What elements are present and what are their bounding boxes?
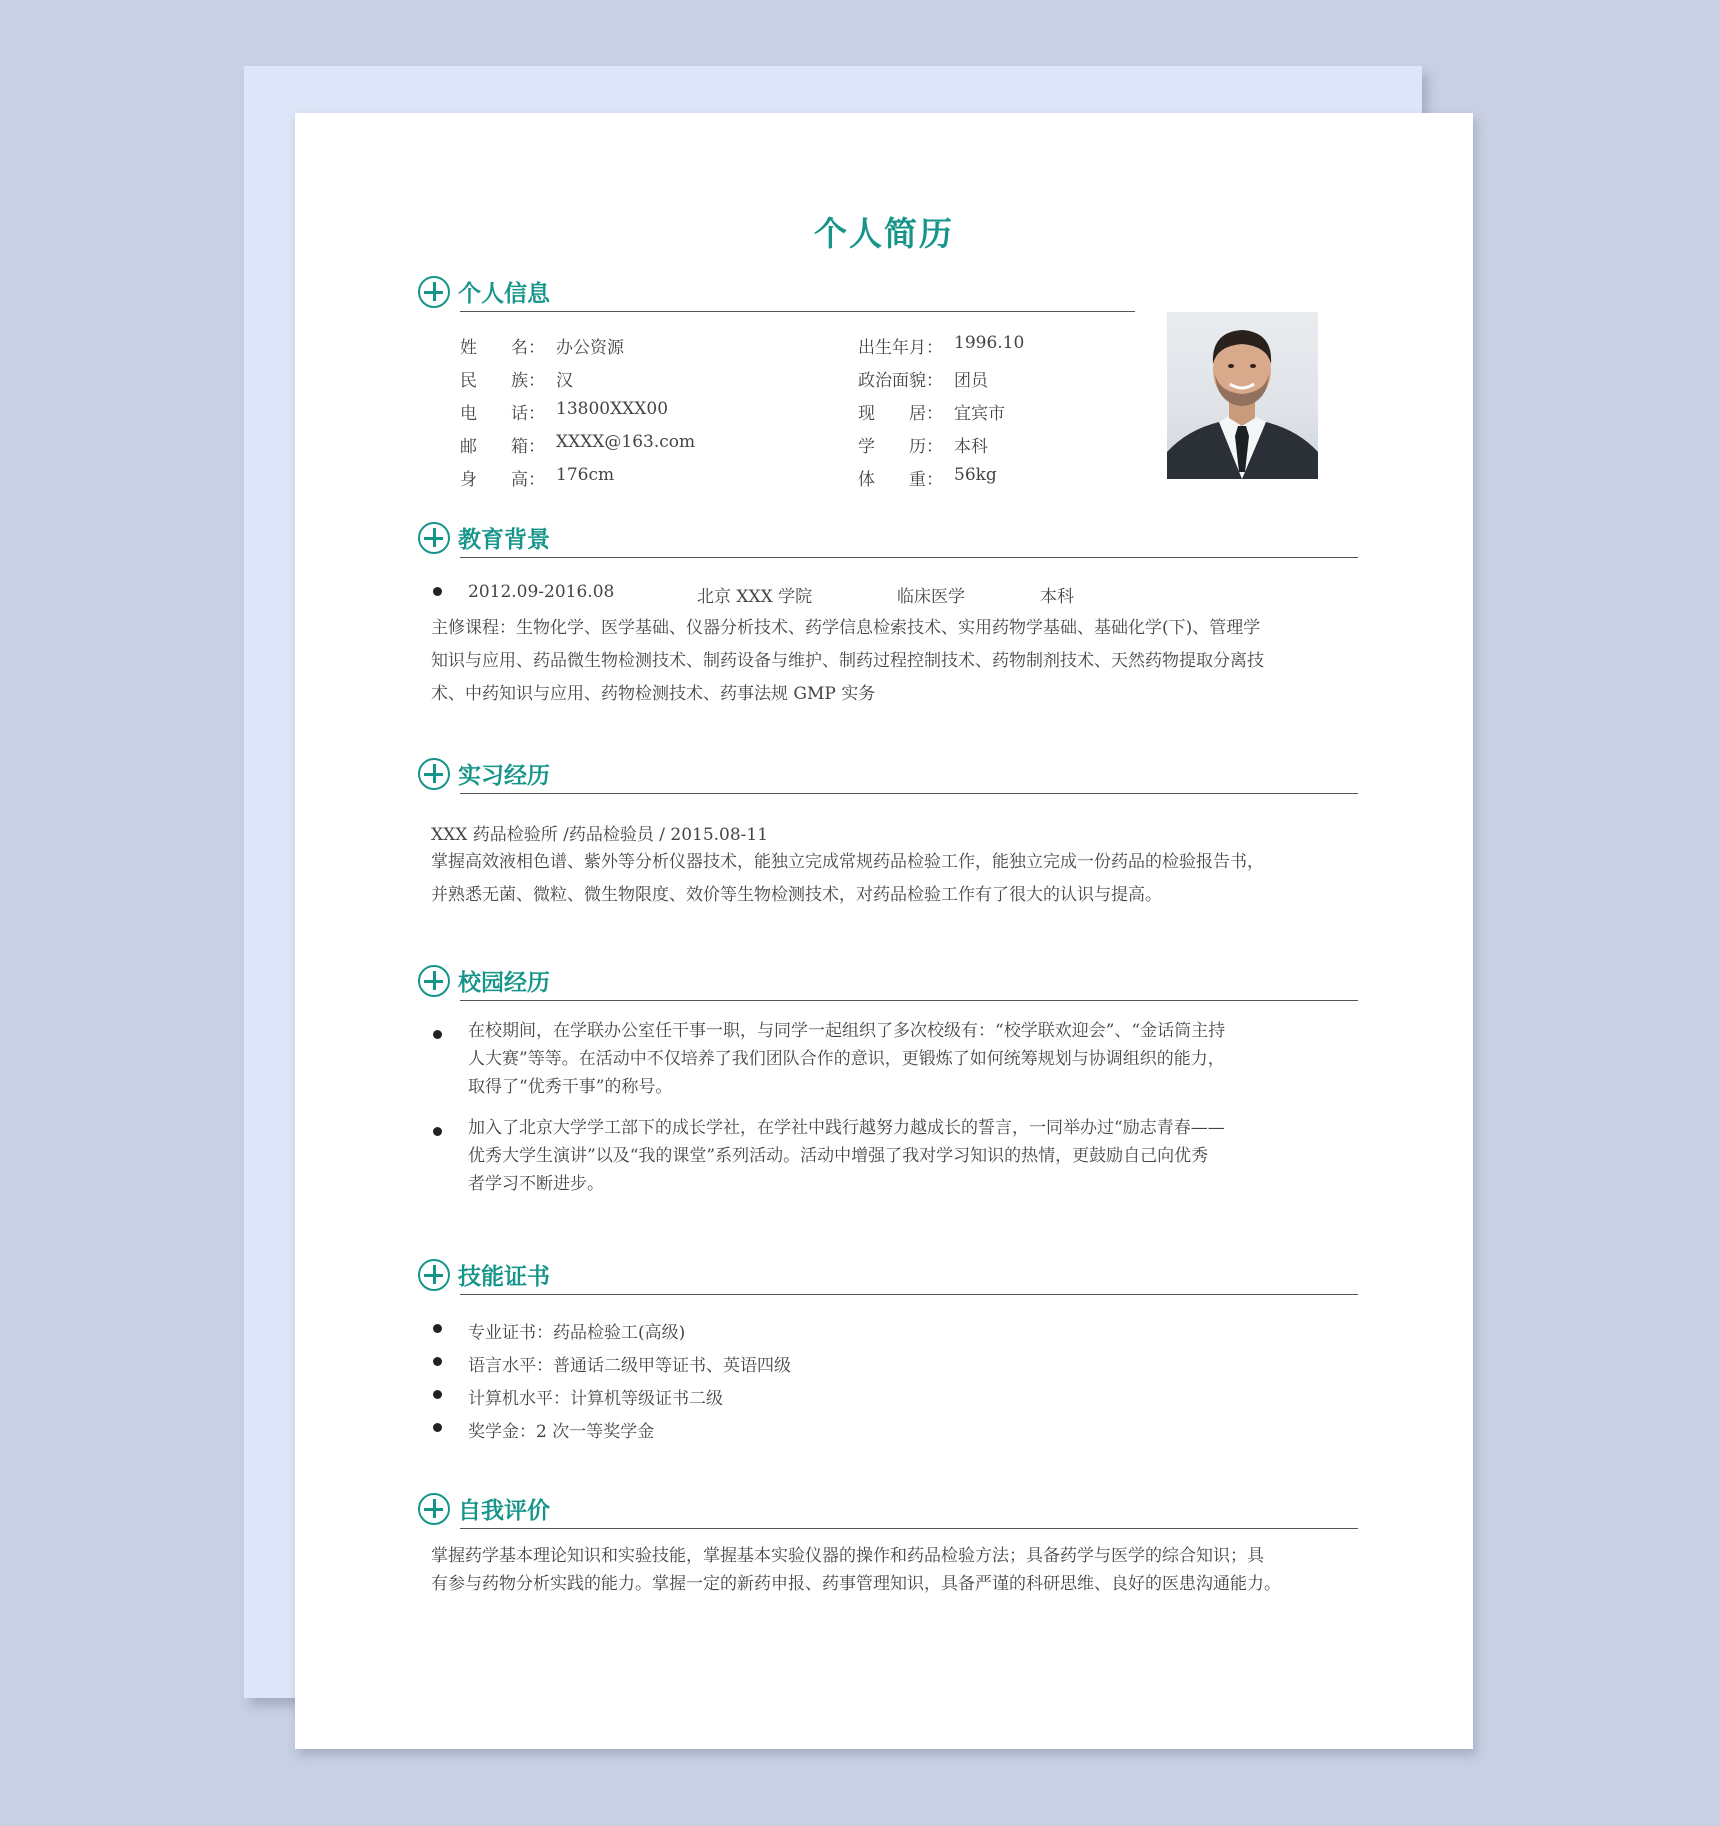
info-label: 邮 箱： [460, 437, 545, 457]
plus-circle-icon [418, 1493, 450, 1525]
person-portrait-icon [1167, 312, 1318, 479]
info-label: 民 族： [460, 371, 545, 391]
info-value-ethnicity: 汉 [556, 371, 573, 391]
info-label: 出生年月： [858, 338, 943, 358]
campus-item [468, 1017, 1225, 1101]
section-title-campus: 校园经历 [458, 970, 550, 996]
bullet [433, 587, 442, 596]
courses-line: 术、中药知识与应用、药物检测技术、药事法规 GMP 实务 [431, 684, 876, 704]
education-major: 临床医学 [897, 587, 965, 607]
bullet [433, 1423, 442, 1432]
info-value-weight: 56kg [954, 465, 997, 485]
self-eval-text [431, 1542, 1281, 1598]
info-label: 身 高： [460, 470, 545, 490]
education-school: 北京 XXX 学院 [697, 587, 813, 607]
education-courses [431, 612, 1264, 711]
plus-circle-icon [418, 522, 450, 554]
campus-line: 人大赛”等等。在活动中不仅培养了我们团队合作的意识，更锻炼了如何统筹规划与协调组织的能力， [468, 1049, 1225, 1069]
campus-line: 在校期间，在学联办公室任干事一职，与同学一起组织了多次校级有：“校学联欢迎会”、“金话筒主持 [468, 1021, 1226, 1041]
campus-line: 优秀大学生演讲”以及“我的课堂”系列活动。活动中增强了我对学习知识的热情，更鼓励自己向优秀 [468, 1146, 1209, 1166]
plus-circle-icon [418, 1259, 450, 1291]
skill-item: 语言水平：普通话二级甲等证书、英语四级 [468, 1356, 791, 1376]
bullet [433, 1324, 442, 1333]
info-label: 体 重： [858, 470, 943, 490]
info-value-height: 176cm [556, 465, 615, 485]
info-label: 政治面貌： [858, 371, 943, 391]
section-title-skills: 技能证书 [458, 1264, 550, 1290]
campus-line: 者学习不断进步。 [468, 1174, 604, 1194]
bullet [433, 1357, 442, 1366]
section-divider [460, 1294, 1358, 1295]
page-title: 个人简历 [814, 214, 954, 253]
bullet [433, 1390, 442, 1399]
bullet [433, 1030, 442, 1039]
section-title-education: 教育背景 [458, 527, 550, 553]
internship-line: 掌握高效液相色谱、紫外等分析仪器技术，能独立完成常规药品检验工作，能独立完成一份药品的检验报告书， [431, 852, 1264, 872]
education-period: 2012.09-2016.08 [468, 582, 615, 602]
internship-description [431, 846, 1264, 912]
info-value-education: 本科 [954, 437, 988, 457]
info-label: 学 历： [858, 437, 943, 457]
section-divider [460, 1528, 1358, 1529]
bullet [433, 1127, 442, 1136]
resume-page [295, 113, 1473, 1749]
info-value-birth: 1996.10 [954, 333, 1025, 353]
section-divider [460, 311, 1135, 312]
skill-item: 专业证书：药品检验工(高级) [468, 1323, 686, 1343]
info-label: 现 居： [858, 404, 943, 424]
plus-circle-icon [418, 276, 450, 308]
section-title-internship: 实习经历 [458, 763, 550, 789]
info-value-email: XXXX@163.com [556, 432, 696, 452]
skill-item: 计算机水平：计算机等级证书二级 [468, 1389, 723, 1409]
campus-line: 取得了“优秀干事”的称号。 [468, 1077, 673, 1097]
info-label: 姓 名： [460, 338, 545, 358]
section-title-personal: 个人信息 [458, 281, 550, 307]
campus-item [468, 1114, 1225, 1198]
info-value-political: 团员 [954, 371, 988, 391]
courses-line: 知识与应用、药品微生物检测技术、制药设备与维护、制药过程控制技术、药物制剂技术、天然药物提取分离技 [431, 651, 1264, 671]
skill-item: 奖学金：2 次一等奖学金 [468, 1422, 655, 1442]
plus-circle-icon [418, 758, 450, 790]
info-value-name: 办公资源 [556, 338, 624, 358]
internship-heading: XXX 药品检验所 /药品检验员 / 2015.08-11 [431, 825, 769, 845]
self-eval-line: 掌握药学基本理论知识和实验技能，掌握基本实验仪器的操作和药品检验方法；具备药学与医学的综合知识；具 [431, 1546, 1264, 1566]
info-value-residence: 宜宾市 [954, 404, 1005, 424]
self-eval-line: 有参与药物分析实践的能力。掌握一定的新药申报、药事管理知识，具备严谨的科研思维、良好的医患沟通能力。 [431, 1574, 1281, 1594]
section-divider [460, 1000, 1358, 1001]
info-label: 电 话： [460, 404, 545, 424]
internship-line: 并熟悉无菌、微粒、微生物限度、效价等生物检测技术，对药品检验工作有了很大的认识与提高。 [431, 885, 1162, 905]
profile-photo [1167, 312, 1318, 479]
courses-line: 主修课程：生物化学、医学基础、仪器分析技术、药学信息检索技术、实用药物学基础、基础化学(下)、管理学 [431, 618, 1261, 638]
section-divider [460, 557, 1358, 558]
campus-line: 加入了北京大学学工部下的成长学社，在学社中践行越努力越成长的誓言，一同举办过“励志青春—— [468, 1118, 1225, 1138]
section-title-self-eval: 自我评价 [458, 1498, 550, 1524]
section-divider [460, 793, 1358, 794]
info-value-phone: 13800XXX00 [556, 399, 669, 419]
plus-circle-icon [418, 965, 450, 997]
education-degree: 本科 [1040, 587, 1074, 607]
